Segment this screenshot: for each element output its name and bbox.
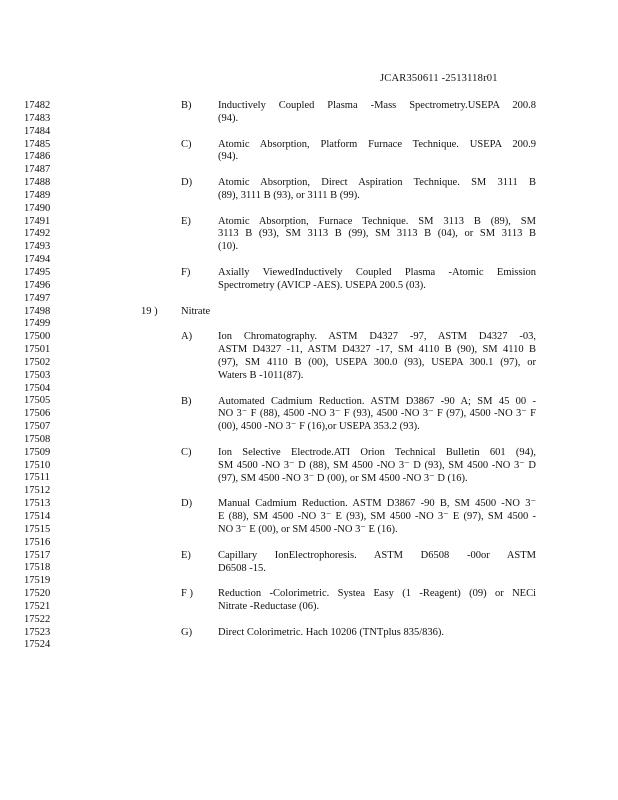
text-line: Direct Colorimetric. Hach 10206 (TNTplus 835/836). — [218, 626, 444, 638]
line-number: 17502 — [24, 356, 51, 368]
line-number: 17513 — [24, 498, 51, 510]
text-line: Ion Chromatography. ASTM D4327 -97, ASTM D4327 -03, — [218, 331, 536, 343]
line-number: 17494 — [24, 254, 51, 266]
text-line: 3113 B (93), SM 3113 B (99), SM 3113 B (04), or SM 3113 B — [218, 228, 536, 240]
text-line: Nitrate -Reductase (06). — [218, 601, 320, 613]
section-heading: Nitrate — [181, 305, 211, 317]
text-line: ASTM D4327 -11, ASTM D4327 -17, SM 4110 B (90), SM 4110 B — [218, 344, 536, 356]
line-number: 17507 — [24, 421, 51, 433]
item-label: E) — [181, 215, 191, 227]
text-line: Axially ViewedInductively Coupled Plasma -Atomic Emission — [218, 267, 536, 279]
item-label: B) — [181, 100, 192, 111]
line-number: 17504 — [24, 382, 51, 394]
item-text — [218, 588, 536, 614]
line-number: 17519 — [24, 575, 51, 587]
text-line: (97), SM 4500 -NO 3⁻ D (00), or SM 4500 -NO 3⁻ D (16). — [218, 472, 468, 484]
line-number: 17487 — [24, 164, 51, 176]
text-line: Capillary IonElectrophoresis. ASTM D6508 -00or ASTM — [218, 549, 536, 561]
line-number: 17492 — [24, 228, 51, 240]
text-line: (00), 4500 -NO 3⁻ F (16),or USEPA 353.2 (93). — [218, 421, 420, 433]
text-line: Atomic Absorption, Direct Aspiration Technique. SM 3111 B — [218, 177, 536, 189]
line-number: 17488 — [24, 177, 51, 189]
line-number: 17484 — [24, 125, 51, 137]
item-label: B) — [181, 395, 192, 407]
line-number: 17490 — [24, 202, 51, 214]
item-label: A) — [181, 331, 193, 343]
item-text — [218, 498, 536, 537]
text-line: Atomic Absorption, Furnace Technique. SM 3113 B (89), SM — [218, 215, 536, 227]
line-number: 17498 — [24, 305, 51, 317]
item-text — [218, 139, 536, 165]
text-line: (97), SM 4110 B (00), USEPA 300.0 (93), USEPA 300.1 (97), or — [218, 356, 536, 368]
line-number: 17505 — [24, 395, 51, 407]
item-text — [218, 216, 536, 255]
line-number: 17503 — [24, 369, 51, 381]
line-number: 17520 — [24, 588, 51, 600]
line-number: 17523 — [24, 626, 51, 638]
text-line: (94). — [218, 112, 239, 124]
item-text — [218, 627, 536, 640]
text-line: Spectrometry (AVICP -AES). USEPA 200.5 (03). — [218, 279, 426, 291]
line-number: 17501 — [24, 344, 51, 356]
text-line: E (88), SM 4500 -NO 3⁻ E (93), SM 4500 -NO 3⁻ E (97), SM 4500 - — [218, 511, 536, 523]
line-number: 17510 — [24, 459, 51, 471]
item-label: D) — [181, 177, 193, 189]
text-line: (10). — [218, 241, 239, 253]
item-label: C) — [181, 138, 192, 150]
line-number: 17511 — [24, 472, 50, 484]
item-label: D) — [181, 498, 193, 510]
line-number: 17491 — [24, 215, 51, 227]
item-text — [218, 447, 536, 486]
line-number: 17508 — [24, 433, 51, 445]
line-number: 17496 — [24, 279, 51, 291]
text-line: NO 3⁻ E (00), or SM 4500 -NO 3⁻ E (16). — [218, 524, 398, 536]
text-line: Reduction -Colorimetric. Systea Easy (1 -Reagent) (09) or NECi — [218, 588, 536, 600]
text-line: Manual Cadmium Reduction. ASTM D3867 -90 B, SM 4500 -NO 3⁻ — [218, 498, 536, 510]
line-number: 17515 — [24, 523, 51, 535]
line-number: 17483 — [24, 112, 51, 124]
item-text — [218, 331, 536, 382]
line-number: 17489 — [24, 189, 51, 201]
line-number: 17516 — [24, 536, 51, 548]
item-label: F ) — [181, 588, 193, 600]
line-number: 17524 — [24, 639, 51, 651]
item-label: E) — [181, 549, 191, 561]
text-line: NO 3⁻ F (88), 4500 -NO 3⁻ F (93), 4500 -NO 3⁻ F (97), 4500 -NO 3⁻ F — [218, 408, 536, 420]
text-line: SM 4500 -NO 3⁻ D (88), SM 4500 -NO 3⁻ D (93), SM 4500 -NO 3⁻ D — [218, 459, 536, 471]
line-numbers-column — [24, 100, 64, 652]
item-text — [218, 396, 536, 435]
text-line: D6508 -15. — [218, 562, 266, 574]
line-number: 17497 — [24, 292, 51, 304]
line-number: 17506 — [24, 408, 51, 420]
document-id-header: JCAR350611 -2513118r01 — [380, 73, 498, 84]
item-text — [218, 177, 536, 203]
line-number: 17514 — [24, 511, 51, 522]
line-number: 17517 — [24, 549, 51, 561]
line-number: 17499 — [24, 318, 51, 330]
line-number: 17482 — [24, 100, 51, 111]
line-number: 17509 — [24, 446, 51, 458]
item-text — [181, 306, 499, 319]
item-label: G) — [181, 626, 193, 638]
item-text — [218, 550, 536, 576]
item-text — [218, 100, 536, 126]
text-line: Atomic Absorption, Platform Furnace Technique. USEPA 200.9 — [218, 138, 536, 150]
item-label: C) — [181, 446, 192, 458]
item-text — [218, 267, 536, 293]
line-number: 17500 — [24, 331, 51, 343]
line-number: 17521 — [24, 600, 51, 612]
line-number: 17493 — [24, 241, 51, 253]
line-number: 17495 — [24, 266, 51, 278]
text-line: (89), 3111 B (93), or 3111 B (99). — [218, 189, 360, 201]
line-number: 17485 — [24, 138, 51, 150]
text-line: Inductively Coupled Plasma -Mass Spectrometry.USEPA 200.8 — [218, 100, 536, 111]
text-line: (94). — [218, 151, 239, 163]
line-number: 17512 — [24, 485, 51, 497]
text-line: Automated Cadmium Reduction. ASTM D3867 -90 A; SM 45 00 - — [218, 395, 536, 407]
text-line: Waters B -1011(87). — [218, 369, 304, 381]
item-label: 19 ) — [141, 305, 158, 317]
text-line: Ion Selective Electrode.ATI Orion Technical Bulletin 601 (94), — [218, 446, 536, 458]
line-number: 17522 — [24, 613, 51, 625]
item-label: F) — [181, 267, 191, 279]
line-number: 17486 — [24, 151, 51, 163]
line-number: 17518 — [24, 562, 51, 574]
